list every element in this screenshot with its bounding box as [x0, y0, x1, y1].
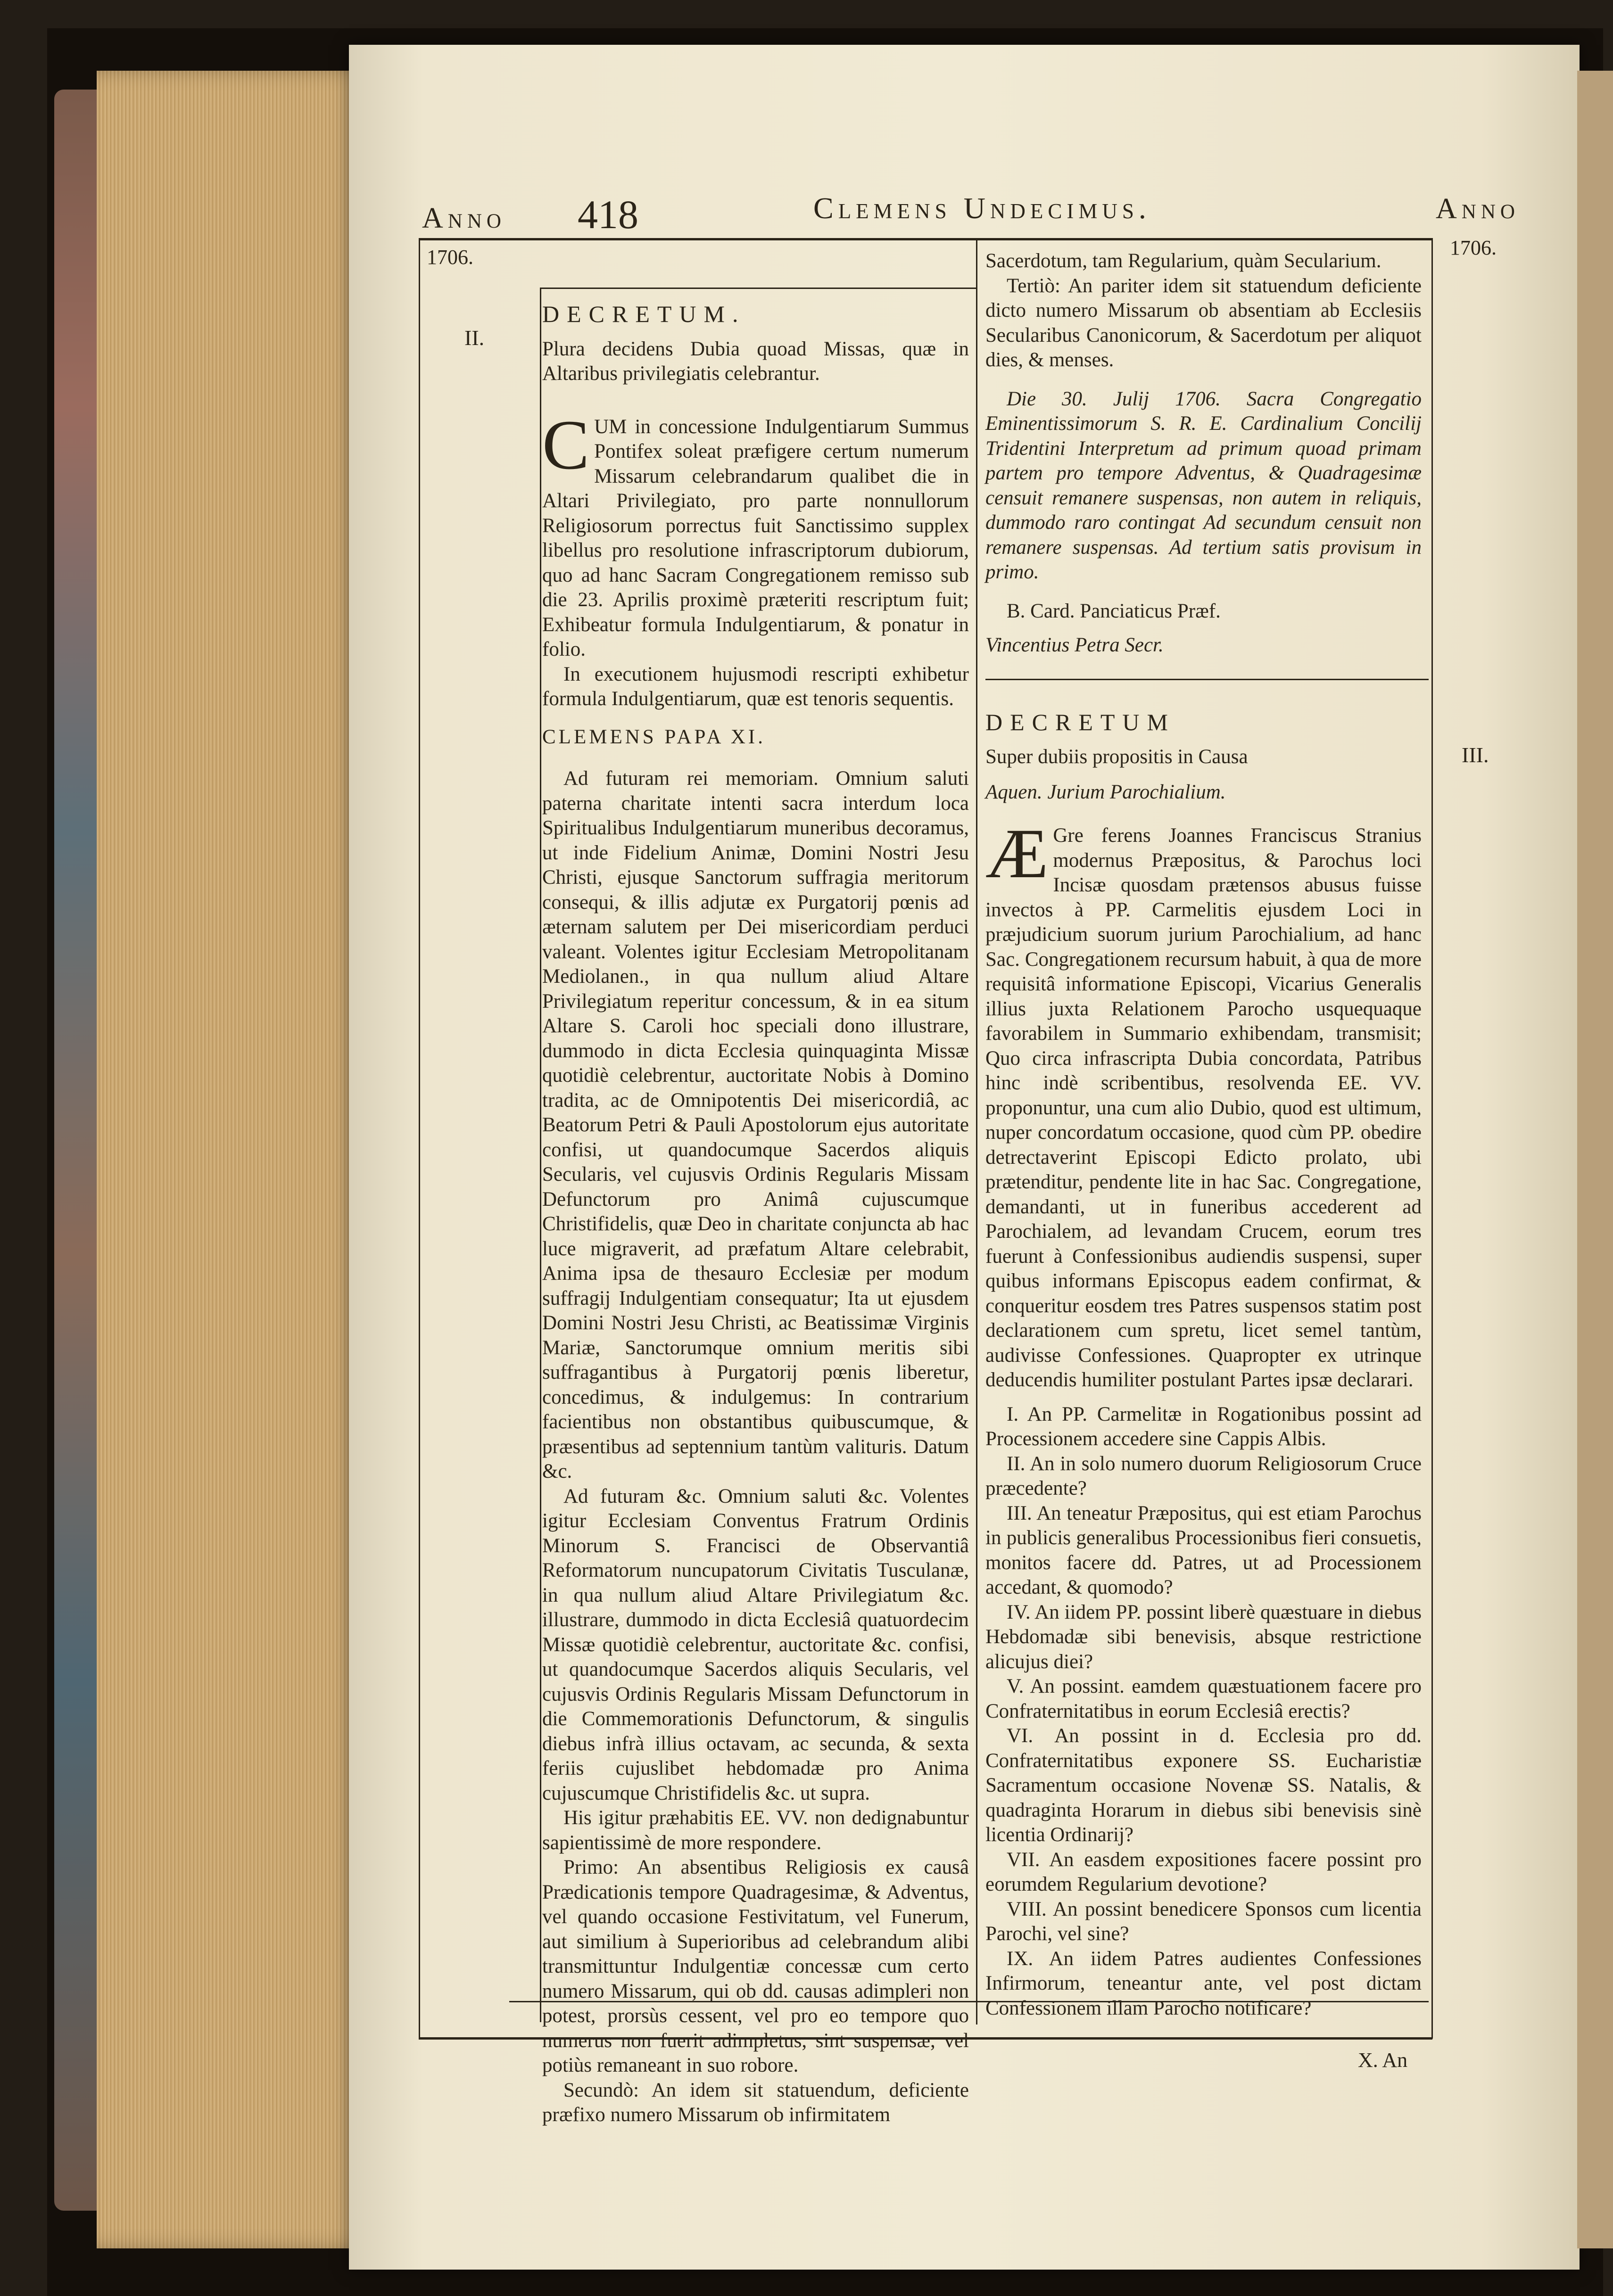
dubium-item: VI. An possint in d. Ecclesia pro dd. Confraternitatibus exponere SS. Eucharistiæ Sacramentum occasione Novenæ SS. Natalis, & quadraginta Horarum in diebus sibi benevisis sinè licentia Ordinarij?	[985, 1725, 1422, 1846]
frame-left	[419, 238, 420, 2039]
decree-cause: Aquen. Jurium Parochialium.	[985, 781, 1226, 803]
paragraph-2: In executionem hujusmodi rescripti exhibetur formula Indulgentiarum, quæ est tenoris sequentis.	[542, 663, 969, 710]
dubium-item: III. An teneatur Præpositus, qui est etiam Parochus in publicis generalibus Processionibus fieri consuetis, monitos facere dd. Patres, ut ad Processionem accedant, & quomodo?	[985, 1502, 1422, 1598]
resolution-paragraph	[985, 387, 1422, 585]
decree-subtitle-right: Super dubiis propositis in Causa	[985, 746, 1248, 768]
drop-cap-left: C	[542, 405, 590, 484]
dubium-item: VII. An easdem expositiones facere possint pro eorumdem Regularium devotione?	[985, 1848, 1422, 1895]
header-anno-right: Anno	[1436, 193, 1520, 225]
running-title: Clemens Undecimus.	[813, 191, 1151, 225]
catchword: X. An	[1358, 2049, 1408, 2072]
dubium-item: IV. An iidem PP. possint liberè quæstuare in diebus Hebdomadæ sibi benevisis, absque restrictione alicujus diei?	[985, 1601, 1422, 1673]
right-paragraph-4: Gre ferens Joannes Franciscus Stranius modernus Præpositus, & Parochus loci Incisæ quosdam prætensos abusus fuisse invectos à PP. Carmelitis ejusdem Loci in præjudicium suorum jurium Parochialium, ad hanc Sac. Congregationem recursum habuit, à qua de more requisitâ informatione Episcopi, Vicarius Generalis illius juxta Relationem Parocho usquequaque favorabilem in Summario exhibendam, transmisit; Quo circa infrascripta Dubia concordata, Patribus hinc indè scribentibus, resolvenda EE. VV. proponuntur, una cum alio Dubio, quod est ultimum, nuper concordatum occasione, quod cùm PP. obedire detrectaverint Episcopi Edicto prolato, ubi prætenditur, pendente lite in hac Sac. Congregatione, demandanti, ut in funeribus accederent ad Parochialem, ad levandam Crucem, eorum tres fuerunt à Confessionibus audiendis suspensi, super quibus informans Episcopus eadem confirmat, & conqueritur eosdem tres Patres suspensos statim post declarationem cum spretu, licet semel tantùm, audivisse Confessiones. Quapropter ex utrinque deducendis humiliter postulant Partes ipsæ declarari.	[985, 824, 1422, 1391]
frame-right	[1431, 238, 1433, 2039]
margin-number-left: II.	[464, 326, 485, 350]
dubium-item: VIII. An possint benedicere Sponsos cum licentia Parochi, vel sine?	[985, 1898, 1422, 1945]
paragraph-5: His igitur præhabitis EE. VV. non dedignabuntur sapientissimè de more respondere.	[542, 1807, 969, 1854]
column-divider	[976, 238, 977, 2024]
decree-title-right: DECRETUM	[985, 708, 1175, 735]
header-year-right: 1706.	[1450, 236, 1497, 259]
left-box-top	[540, 288, 976, 289]
header-anno-left: Anno	[422, 202, 506, 234]
dubium-item: V. An possint. eamdem quæstuationem facere pro Confraternitatibus in eorum Ecclesiâ erectis?	[985, 1675, 1422, 1722]
right-paragraph-2: Tertiò: An pariter idem sit statuendum deficiente dicto numero Missarum ob absentiam ab Ecclesiis Secularibus Canonicorum, & Sacerdotum per aliquot dies, & menses.	[985, 274, 1422, 371]
paragraph-3: Ad futuram rei memoriam. Omnium saluti paterna charitate intenti sacra interdum loca Spiritualibus Indulgentiarum muneribus decoramus, ut inde Fidelium Animæ, Domini Nostri Jesu Christi, ejusque Sanctorum suffragia meritorum consequi, & illis adjutæ ex Purgatorij pœnis ad æternam salutem per Dei misericordiam perduci valeant. Volentes igitur Ecclesiam Metropolitanam Mediolanen., in qua nullum aliud Altare Privilegiatum reperitur concessum, & in ea situm Altare S. Caroli hoc speciali dono illustrare, dummodo in dicta Ecclesia quinquaginta Missæ quotidiè celebrentur, auctoritate Nobis à Domino tradita, ac de Omnipotentis Dei misericordiâ, ac Beatorum Petri & Pauli Apostolorum ejus autoritate confisi, ut quandocumque Sacerdos aliquis Secularis, vel cujusvis Ordinis Regularis Missam Defunctorum pro Animâ cujuscumque Christifidelis, quæ Deo in charitate conjuncta ab hac luce migraverit, ad præfatum Altare celebrabit, Anima ipsa de thesauro Ecclesiæ per modum suffragij Indulgentiam consequatur; Ita ut ejusdem Domini Nostri Jesu Christi, ac Beatissimæ Virginis Mariæ, Sanctorumque omnium meritis sibi suffragantibus à Purgatorij pœnis liberetur, concedimus, & indulgemus: In contrarium facientibus non obstantibus quibuscumque, & præsentibus ad septennium tantùm valituris. Datum &c.	[542, 767, 969, 1482]
page-number: 418	[578, 192, 638, 237]
dubium-item: I. An PP. Carmelitæ in Rogationibus possint ad Processionem accedere sine Cappis Albis.	[985, 1403, 1422, 1450]
signature-prefect: B. Card. Panciaticus Præf.	[1007, 600, 1221, 622]
header-rule	[419, 238, 1432, 240]
paragraph-1: UM in concessione Indulgentiarum Summus Pontifex soleat præfigere certum numerum Missarum celebrandarum qualibet die in Altari Privilegiato, pro parte nonnullorum Religiosorum porrectus fuit Sanctissimo supplex libellus pro resolutione infrascriptorum dubiorum, quo ad hanc Sacram Congregationem remisso sub die 23. Aprilis proximè præteriti rescriptum fuit; Exhibeatur formula Indulgentiarum, & ponatur in folio.	[542, 415, 969, 660]
right-column	[985, 249, 1422, 2021]
left-column	[542, 302, 969, 2128]
right-paragraph-1: Sacerdotum, tam Regularium, quàm Secularium.	[985, 250, 1381, 272]
margin-number-right: III.	[1462, 743, 1489, 767]
paragraph-6: Primo: An absentibus Religiosis ex causâ Prædicationis tempore Quadragesimæ, & Adventus, vel quando occasione Festivitatum, vel Funerum, aut similium à Superioribus ad celebrandum alibi transmittuntur Indulgentiæ concessæ cum certo numero Missarum, qui ob dd. causas adimpleri non potest, prorsùs cessent, vel pro eo tempore quo numerus non fuerit adimpletus, sint suspensæ, vel potiùs remaneant in suo robore.	[542, 1856, 969, 2076]
dubium-item: IX. An iidem Patres audientes Confessiones Infirmorum, teneantur ante, vel post dictam Confessionem illam Parocho notificare?	[985, 1947, 1422, 2019]
signature-secretary: Vincentius Petra Secr.	[985, 634, 1164, 656]
decree-subtitle-left: Plura decidens Dubia quoad Missas, quæ in Altaribus privilegiatis celebrantur.	[542, 337, 969, 385]
facing-page-edge	[1577, 71, 1613, 2248]
drop-cap-right: Æ	[985, 815, 1049, 893]
decree-title-left: DECRETUM.	[542, 301, 746, 327]
paragraph-7: Secundò: An idem sit statuendum, deficiente præfixo numero Missarum ob infirmitatem	[542, 2079, 969, 2126]
paragraph-4: Ad futuram &c. Omnium saluti &c. Volentes igitur Ecclesiam Conventus Fratrum Ordinis Minorum S. Francisci de Observantiâ Reformatorum nuncupatorum Civitatis Tusculanæ, in qua nullum aliud Altare Privilegiatum &c. illustrare, dummodo in dicta Ecclesiâ quatuordecim Missæ quotidiè celebrentur, auctoritate &c. confisi, ut quandocumque Sacerdos aliquis Secularis, vel cujusvis Ordinis Regularis Missam Defunctorum in die Commemorationis Defunctorum, & singulis diebus infrà illius octavam, ac secunda, & sexta feriis cujuslibet hebdomadæ pro Anima cujuscumque Christifidelis &c. ut supra.	[542, 1485, 969, 1804]
left-text-border	[540, 288, 541, 2022]
dubium-item: II. An in solo numero duorum Religiosorum Cruce præcedente?	[985, 1452, 1422, 1499]
resolution-date: Die 30. Julij 1706.	[1007, 387, 1221, 410]
clemens-heading: CLEMENS PAPA XI.	[542, 725, 766, 748]
header-year-left: 1706.	[427, 246, 473, 269]
dubia-list	[985, 1402, 1422, 2021]
resolution-text: Sacra Congregatio Eminentissimorum S. R. E. Cardinalium Concilij Tridentini Interpretum ad primum quoad primam partem pro tempore Adventus, & Quadragesimæ censuit remanere suspensas, non autem in reliquis, dummodo raro contingat Ad secundum censuit non remanere suspensas. Ad tertium satis provisum in primo.	[985, 387, 1422, 583]
